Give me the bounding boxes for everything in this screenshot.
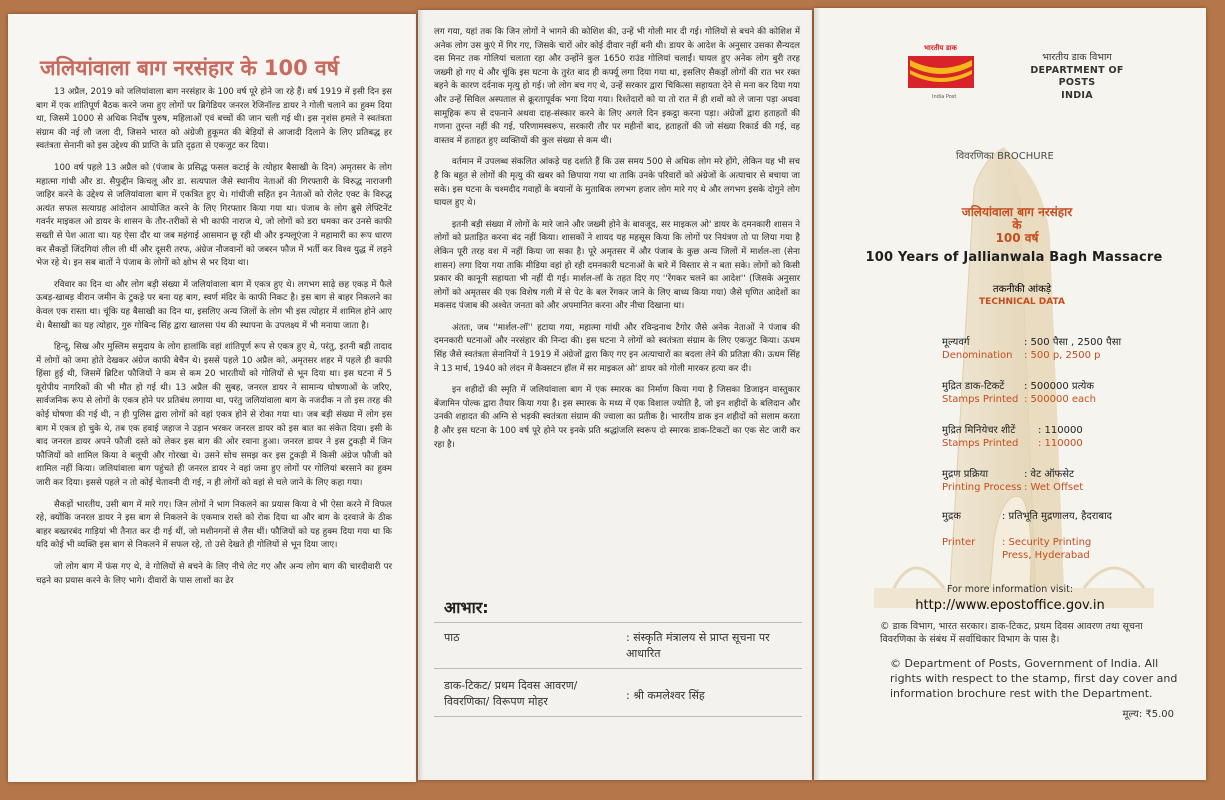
paragraph: अंततः, जब ''मार्शल-लॉ'' हटाया गया, महात्मा गांधी और रविन्द्रनाथ टैगोर जैसे अनेक नेताओं ने पंजाब की दमनकारी घटनाओं और नरसंहार की निन्दा की। इस घटना ने लोगों को स्वतंत्रता संग्राम के लिए एकजुट किया। ऊधम सिंह जैसे स्वतंत्रता सेनानियों ने 1919 में अंग्रेजों द्वारा किए गए इन अत्याचारों का बदला लेने की प्रतिज्ञा की। ऊधम सिंह ने 13 मार्च, 1940 को लंदन में कैक्सटन हॉल में सर माइकल ओ' डायर को गोली मारकर हत्या कर दी। — [434, 322, 800, 374]
divider — [434, 622, 802, 623]
tech-heading-english: TECHNICAL DATA — [979, 297, 1065, 307]
dept-hindi: भारतीय डाक विभाग — [1042, 52, 1112, 63]
cover-title-english: 100 Years of Jallianwala Bagh Massacre — [865, 250, 1163, 265]
acknowledgement-box — [434, 594, 802, 722]
paragraph: सैकड़ों भारतीय, उसी बाग में मारे गए। जिन लोगों ने भाग निकलने का प्रयास किया वे भी ऐसा करने में विफल रहे, क्योंकि जनरल डायर ने इस बाग से निकलने के एकमात्र रास्ते को रोक दिया था और बाग के दरवाजे के ठीक बाहर बख्तरबंद गाड़ियां भी तैनात कर दी गई थीं, जो मशीनगनों से लैस थीं। फौजियों को यह हुक्म दिया गया था कि यदि कोई भी व्यक्ति इस बाग से निकलने में सफल रहे, तो उसे देखते ही गोलियों से भून दिया जाए। — [36, 499, 392, 551]
technical-data-heading — [942, 284, 1102, 308]
paragraph: 13 अप्रैल, 2019 को जलियांवाला बाग नरसंहार के 100 वर्ष पूरे होने जा रहे हैं। वर्ष 1919 में इसी दिन इस बाग में एक शांतिपूर्ण बैठक करने जमा हुए लोगों पर ब्रिगेडियर जनरल रेजिनॉल्ड डायर ने गोली चलाने का हुक्म दिया था, जिसमें 1000 से अधिक निर्दोष पुरुष, महिलाओं एवं बच्चों की जान चली गई थी। इस नृशंस हमले ने स्वतंत्रता संग्राम की नई लौ जला दी, जिसने भारत को अंग्रेजी हुकूमत की बेड़ियों से आजादी दिलाने के लिए प्रतिबद्ध हर स्वतंत्रता सेनानी को इस उद्देश्य की प्राप्ति के प्रति दृढ़ता से एकजुट कर दिया। — [36, 87, 392, 152]
paragraph: लग गया, यहां तक कि जिन लोगों ने भागने की कोशिश की, उन्हें भी गोली मार दी गई। गोलियों से बचने की कोशिश में अनेक लोग उस कुएं में गिर गए, जिसके चारों ओर कोई दीवार नहीं बनी थी। डायर के आदेश के अनुसार उसका सैन्यदल दस मिनट तक गोलियां चलाता रहा और उन्होंने कुल 1650 राउंड गोलियां चलाईं। घायल हुए अनेक लोग बुरी तरह जख्मी हो गए थे और चूंकि इस घटना के तुरंत बाद ही कर्फ्यू लगा दिया गया था, इसलिए सैकड़ों लोगों की रात भर रक्त बहने के कारण दर्दनाक मृत्यु हो गई। जो लोग बच गए थे, उन्हें सरकार द्वारा चिकित्सा सहायता देने से मना कर दिया गया और उन्हें सिविल अस्पताल से क्रूरतापूर्वक भगा दिया गया। रिश्तेदारों को या तो रात में ही शवों को ले जाना पड़ा अथवा सामूहिक रूप से दफनाने अथवा दाह-संस्कार करने के लिए अगले दिन इकट्ठा करना पड़ा। अंग्रेजों द्वारा हताहतों की गणना तुरन्त नहीं की गई, परिणामस्वरूप, सरकारी तौर पर महीनों बाद, हताहतों की जो संख्या रिकार्ड की गई, वह वास्तव में हताहत हुए व्यक्तियों की कुल संख्या से कम थी। — [434, 27, 800, 146]
logo-hindi-text: भारतीय डाक — [924, 44, 957, 52]
paragraph: इन शहीदों की स्मृति में जलियांवाला बाग में एक स्मारक का निर्माण किया गया है जिसका डिजाइन वास्तुकार बेंजामिन पोल्क द्वारा तैयार किया गया है। इस स्मारक के मध्य में एक विशाल ज्योति है, जो इन शहीदों के बलिदान और उनकी शहादत की अग्नि से भड़की स्वतंत्रता संग्राम की ज्वाला का प्रतीक है। भारतीय डाक इन शहीदों को सलाम करता है और इस घटना के 100 वर्ष पूरे होने पर इनके प्रति श्रद्धांजलि स्वरूप दो स्मारक डाक-टिकटों का एक सेट जारी कर रहा है। — [434, 385, 800, 450]
spec-label-english: Denomination — [942, 350, 1013, 361]
spec-printer — [942, 510, 1112, 561]
website-link[interactable]: http://www.epostoffice.gov.in — [915, 598, 1105, 613]
cover-title-hindi-line2: के — [1012, 218, 1022, 232]
more-info-label: For more information visit: — [946, 584, 1074, 595]
paragraph: इतनी बड़ी संख्या में लोगों के मारे जाने और जख्मी होने के बावजूद, सर माइकल ओ' डायर के दमनकारी शासन ने लोगों को प्रताड़ित करना बंद नहीं किया। शासकों ने शायद यह महसूस किया कि लोगों पर नियंत्रण तो पा लिया गया है लेकिन पूरी तरह वश में नहीं किया जा सका है। पूरे अमृतसर में और पंजाब के कुछ अन्य जिलों में मार्शल-ला (सेना शासन) लगा दिया गया ताकि मीडिया वहां हो रही दमनकारी घटनाओं के बारे में विस्तार से न बता सके। लोगों को किसी प्रकार की कानूनी सहायता भी नहीं दी गई। मार्शल-लॉ के तहत दिए गए ''रेंगकर चलने का आदेश'' (जिसके अनुसार लोगों को अमृतसर की एक विशेष गली में से पेट के बल रेंगकर जाने के लिए बाध्य किया गया) जैसे घृणित आदेशों का मकसद पंजाब की अश्वेत जनता को और अपमानित करना और नीचा दिखाना था। — [434, 219, 800, 312]
india-post-emblem-icon — [906, 52, 976, 92]
department-heading — [1012, 52, 1142, 102]
middle-body-text — [434, 26, 800, 460]
spec-label-hindi: मुद्रण प्रक्रिया — [942, 469, 989, 480]
spec-miniature-sheets — [942, 424, 1083, 450]
spec-label-hindi: मुद्रित मिनियेचर शीटें — [942, 425, 1016, 436]
spec-label-english: Stamps Printed — [942, 394, 1019, 405]
spec-value-hindi: : 500 पैसा , 2500 पैसा — [1024, 337, 1122, 348]
spec-denomination — [942, 336, 1122, 362]
spec-label-english: Stamps Printed — [942, 438, 1019, 449]
logo-caption: India Post — [932, 94, 957, 100]
spec-value-english: : Security Printing Press, Hyderabad — [1002, 537, 1092, 561]
ack-label-text: पाठ — [444, 631, 460, 644]
copyright-english: © Department of Posts, Government of India. All rights with respect to the stamp, first day cover and information brochure rest with the Department. — [890, 657, 1178, 700]
spec-value-english: : 500000 each — [1024, 394, 1097, 405]
ack-label-artwork: डाक-टिकट/ प्रथम दिवस आवरण/ विवरणिका/ विरूपण मोहर — [444, 679, 578, 708]
spec-stamps-printed — [942, 380, 1097, 406]
fold-shadow — [814, 8, 820, 780]
spec-value-english: : 500 p, 2500 p — [1024, 350, 1101, 361]
hindi-heading: जलियांवाला बाग नरसंहार के 100 वर्ष — [40, 56, 339, 80]
spec-label-hindi: मूल्यवर्ग — [942, 337, 970, 348]
left-body-text — [36, 86, 392, 596]
copyright-hindi: © डाक विभाग, भारत सरकार। डाक-टिकट, प्रथम दिवस आवरण तथा सूचना विवरणिका के संबंध में सर्वाधिकार विभाग के पास है। — [880, 621, 1143, 645]
paragraph: रविवार का दिन था और लोग बड़ी संख्या में जलियांवाला बाग में एकत्र हुए थे। लगभग साढ़े छह एकड़ में फैले ऊबड़-खाबड़ वीरान जमीन के टुकड़े पर बना यह बाग, स्वर्ण मंदिर के काफी निकट है। इस बाग से बाहर निकलने का केवल एक रास्ता था। चूंकि यह बैसाखी का दिन था, इसलिए अन्य जिलों के लोग भी इस त्योहार में शामिल होने आए थे। बैसाखी का यह त्योहार, गुरु गोबिन्द सिंह द्वारा खालसा पंथ की स्थापना के उपलक्ष्य में भी मनाया जाता है। — [36, 279, 392, 331]
spec-label-english: Printing Process — [942, 482, 1022, 493]
spec-value-hindi: : 110000 — [1038, 425, 1083, 436]
paragraph: वर्तमान में उपलब्ध संकलित आंकड़े यह दर्शाते हैं कि उस समय 500 से अधिक लोग मरे होंगे, लेकिन यह भी सच है कि बहुत से लोगों की मृत्यु की खबर को छिपाया गया था ताकि उनके परिवारों को अंग्रेजों के अत्याचार से बचाया जा सके। इस घटना के चश्मदीद गवाहों के बयानों के मुताबिक लगभग हजार लोग मारे गए थे और लगभग इसके दोगुने लोग घायल हुए थे। — [434, 157, 800, 209]
spec-label-english: Printer — [942, 537, 976, 548]
brochure-cover-panel — [814, 8, 1206, 780]
price-label: मूल्य: ₹5.00 — [1122, 709, 1174, 720]
brochure-left-panel — [8, 14, 416, 782]
cover-title-hindi-line3: 100 वर्ष — [995, 231, 1039, 245]
paragraph: 100 वर्ष पहले 13 अप्रैल को (पंजाब के प्रसिद्ध फसल कटाई के त्योहार बैसाखी के दिन) अमृतसर के लोग महात्मा गांधी और डा. सैफुद्दीन किचलू और डा. सत्यपाल जैसे स्थानीय नेताओं की गिरफ्तारी के विरुद्ध नाराजगी जाहिर करने के उद्देश्य से जलियांवाला बाग में एकत्रित हुए थे। गांधीजी सहित इन नेताओं को रोलेट एक्ट के विरुद्ध अत्यंत सफल सत्याग्रह आंदोलन आयोजित करने के लिए गिरफ्तार किया गया था। पंजाब के लोग ब्रुसे लेफ्टिनेंट गवर्नर माइकल ओ डायर के शासन के तौर-तरीकों से भी काफी नाराज थे, जो लोगों को डरा धमका कर उनसे काफी सख्ती से पेश आता था। यह ऐसा दौर था जब महंगाई आसमान छू रही थी और इन्फ्लूएंजा ने महामारी का रूप धारण कर सैकड़ों जिंदगियां लील ली थीं और दूसरी तरफ, अंग्रेज नौजवानों को जबरन फौज में भर्ती कर विश्व युद्ध में लड़ने भेज रहे थे। इन सब बातों ने पंजाब के लोगों को क्षोभ से भर दिया था। — [36, 162, 392, 269]
divider — [434, 716, 802, 717]
spec-value-english: : 110000 — [1038, 438, 1083, 449]
spec-label-hindi: मुद्रक — [942, 511, 961, 522]
india-post-logo — [906, 44, 976, 100]
spec-value-hindi: : 500000 प्रत्येक — [1024, 381, 1094, 392]
spec-value-hindi: : वेट ऑफसेट — [1024, 469, 1075, 480]
divider — [434, 668, 802, 669]
fold-shadow — [418, 10, 424, 780]
spec-label-hindi: मुद्रित डाक-टिकटें — [942, 381, 1005, 392]
spec-printing-process — [942, 468, 1084, 494]
ack-value-text: : संस्कृति मंत्रालय से प्राप्त सूचना पर आधारित — [626, 631, 770, 660]
paragraph: हिन्दू, सिख और मुस्लिम समुदाय के लोग हालांकि वहां शांतिपूर्ण रूप से एकत्र हुए थे, परंतु, इतनी बड़ी तादाद में लोगों को जमा होते देखकर अंग्रेज काफी बेचैन थे। इससे पहले 10 अप्रैल को, अमृतसर शहर में पहले ही काफी हिंसा हुई थी, जिसमें ब्रिटिश फौजियों ने कम से कम 20 भारतीयों को गोलियों से भून दिया था। इस घटना में 5 यूरोपीय नागरिकों की भी मौत हो गई थी। 13 अप्रैल की सुबह, जनरल डायर ने सामान्य घोषणाओं के जरिए, सार्वजनिक रूप से लोगों के एकत्र होने पर प्रतिबंध लगाया था, परंतु जलियांवाला बाग के नजदीक न तो इस तरह की कोई घोषणा की गई थी, न ही पुलिस द्वारा लोगों को वहां एकत्र होने से रोका गया था। जब बड़ी संख्या में लोग इस बाग में एकत्र हो चुके थे, तब एक हवाई जहाज ने उड़ान भरकर जनरल डायर को इस बात का संकेत दिया। इसी के बाद जनरल डायर अपने फौजी दस्ते को लेकर इस बाग की ओर रवाना हुआ। जनरल डायर ने इस टुकड़ी में जिन फौजियों को शामिल किया वे बलूची और गोरखा थे। उसने सोच समझ कर इस टुकड़ी में किसी अंग्रेज फौजी को शामिल नहीं किया। जलियांवाला बाग पहुंचते ही जनरल डायर ने वहां जमा हुए लोगों पर गोलियां बरसाने का हुक्म जारी कर दिया। इससे पहले न तो कोई चेतावनी दी गई, न ही लोगों को वहां से चले जाने के लिए कहा गया। — [36, 342, 392, 489]
dept-english: DEPARTMENT OF POSTS — [1030, 64, 1124, 88]
cover-title-hindi-line1: जलियांवाला बाग नरसंहार — [961, 205, 1073, 219]
paragraph: जो लोग बाग में फंस गए थे, वे गोलियों से बचने के लिए नीचे लेट गए और अन्य लोग बाग की चारदीवारी पर चढ़ने का प्रयास करने के लिए भागे। दीवारों के पास लाशों का ढेर — [36, 562, 392, 586]
ack-value-artwork: : श्री कमलेश्वर सिंह — [626, 689, 705, 702]
spec-value-english: : Wet Offset — [1024, 482, 1084, 493]
spec-value-hindi: : प्रतिभूति मुद्रणालय, हैदराबाद — [1002, 511, 1112, 522]
brochure-middle-panel — [418, 10, 812, 780]
tech-heading-hindi: तकनीकी आंकड़े — [992, 284, 1052, 295]
acknowledgement-title: आभार: — [444, 598, 489, 617]
brochure-label: विवरणिका BROCHURE — [956, 151, 1054, 162]
cover-title-hindi — [922, 206, 1112, 245]
dept-country: INDIA — [1061, 89, 1093, 101]
